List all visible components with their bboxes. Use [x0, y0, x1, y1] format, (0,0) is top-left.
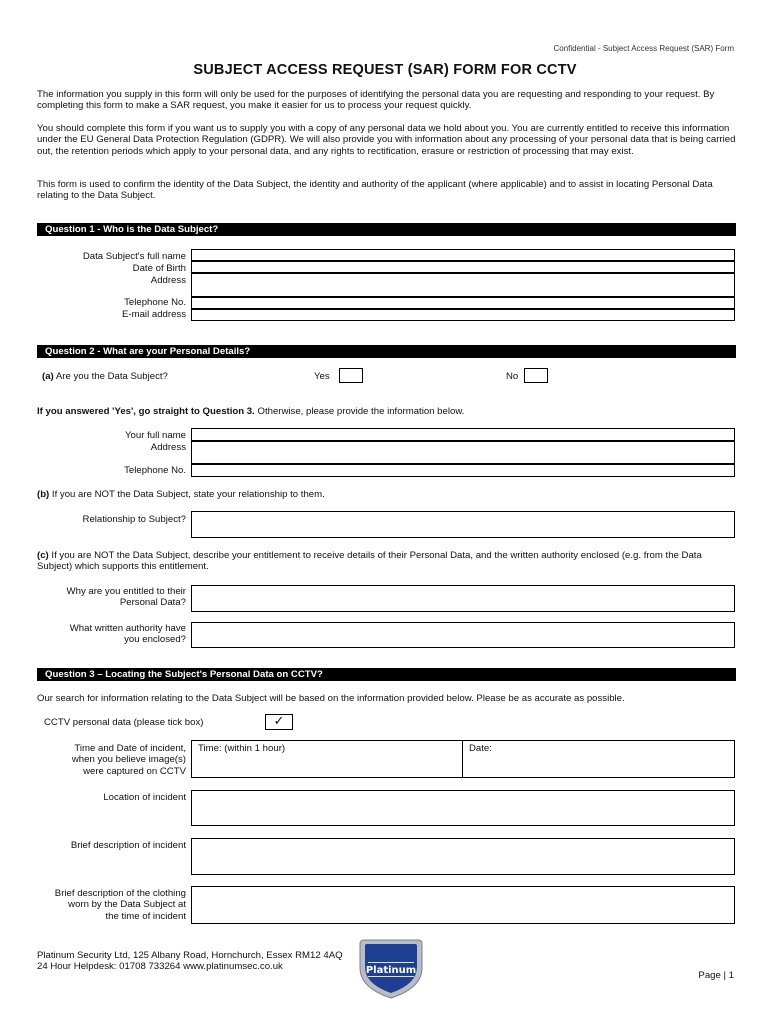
label-clothing-line-1: Brief description of the clothing	[54, 888, 186, 899]
question-3-heading: Question 3 – Locating the Subject's Personal Data on CCTV?	[37, 668, 736, 681]
footer-address	[37, 950, 343, 973]
label-telephone: Telephone No.	[124, 297, 186, 308]
location-field[interactable]	[191, 790, 735, 826]
label-your-address: Address	[150, 442, 186, 453]
your-full-name-field[interactable]	[191, 428, 735, 441]
label-your-telephone: Telephone No.	[124, 465, 186, 476]
question-2a-prefix: (a)	[42, 371, 54, 382]
label-clothing	[30, 888, 186, 922]
question-2a-text: Are you the Data Subject?	[55, 371, 168, 382]
date-field[interactable]	[462, 740, 735, 778]
page-title: SUBJECT ACCESS REQUEST (SAR) FORM FOR CCTV	[193, 62, 577, 78]
clothing-description-field[interactable]	[191, 886, 735, 924]
no-label: No	[506, 371, 519, 382]
time-field-caption: Time: (within 1 hour)	[198, 743, 286, 754]
date-field-caption: Date:	[469, 743, 492, 754]
time-field[interactable]	[191, 740, 464, 778]
cctv-tick-checkbox[interactable]: ✓	[265, 714, 293, 730]
yes-label: Yes	[314, 371, 330, 382]
footer-line-1: Platinum Security Ltd, 125 Albany Road, Hornchurch, Essex RM12 4AQ	[37, 950, 343, 961]
label-why-entitled-line-1: Why are you entitled to their	[66, 586, 186, 597]
logo-text: Platinum	[365, 965, 417, 976]
label-date-of-birth: Date of Birth	[132, 263, 186, 274]
question-2a	[42, 371, 168, 382]
label-written-authority-line-2: you enclosed?	[124, 634, 186, 646]
label-time-date-line-1: Time and Date of incident,	[74, 743, 186, 754]
label-time-date	[40, 743, 186, 777]
question-2c	[37, 550, 737, 573]
subject-full-name-field[interactable]	[191, 249, 735, 261]
question-2-heading: Question 2 - What are your Personal Details?	[37, 345, 736, 358]
question-2c-text: If you are NOT the Data Subject, describe your entitlement to receive details of their Personal Data, and the written authority enclosed (e.g. from the Data Subject) which supports this entitlement.	[37, 550, 702, 573]
question-2b-text: If you are NOT the Data Subject, state your relationship to them.	[51, 489, 325, 500]
label-address: Address	[150, 275, 186, 286]
label-incident-description: Brief description of incident	[70, 840, 186, 851]
intro-paragraph-1: The information you supply in this form will only be used for the purposes of identifying the personal data you are requesting and responding to your request. By completing this form to make a SAR request, you make it easier for us to process your request quickly.	[37, 89, 715, 112]
label-clothing-line-2: worn by the Data Subject at	[68, 899, 186, 911]
subject-email-field[interactable]	[191, 309, 735, 321]
subject-address-field[interactable]	[191, 273, 735, 297]
intro-paragraph-3: This form is used to confirm the identity of the Data Subject, the identity and authority of the applicant (where applicable) and to assist in locating Personal Data relating to the Data Subject.	[37, 179, 713, 202]
question-1-heading: Question 1 - Who is the Data Subject?	[37, 223, 736, 236]
label-why-entitled-line-2: Personal Data?	[119, 597, 186, 609]
label-written-authority	[40, 623, 186, 646]
question-2c-prefix: (c)	[37, 550, 49, 561]
label-subject-full-name: Data Subject's full name	[82, 251, 186, 262]
page-number: Page | 1	[698, 970, 734, 981]
instruction-rest: Otherwise, please provide the information below.	[254, 406, 465, 417]
label-email: E-mail address	[122, 309, 186, 320]
question-3-intro: Our search for information relating to the Data Subject will be based on the information provided below. Please be as accurate as possible.	[37, 693, 625, 704]
label-time-date-line-2: when you believe image(s)	[71, 754, 186, 766]
written-authority-field[interactable]	[191, 622, 735, 648]
question-2b	[37, 489, 325, 500]
instruction-bold: If you answered 'Yes', go straight to Question 3.	[37, 406, 255, 417]
label-location: Location of incident	[103, 792, 186, 803]
label-time-date-line-3: were captured on CCTV	[83, 765, 186, 777]
incident-description-field[interactable]	[191, 838, 735, 875]
footer-line-2: 24 Hour Helpdesk: 01708 733264 www.platinumsec.co.uk	[37, 961, 283, 973]
label-why-entitled	[40, 586, 186, 609]
your-telephone-field[interactable]	[191, 464, 735, 477]
yes-checkbox[interactable]	[339, 368, 363, 383]
platinum-logo	[356, 938, 426, 1000]
question-2-instruction	[37, 406, 464, 417]
cctv-tick-label: CCTV personal data (please tick box)	[44, 717, 204, 728]
question-2b-prefix: (b)	[37, 489, 50, 500]
label-your-full-name: Your full name	[125, 430, 186, 441]
intro-paragraph-2: You should complete this form if you want us to supply you with a copy of any personal data we hold about you. You are currently entitled to receive this information under the EU General Data Protection Regulation (GDPR). We will also provide you with information about any processing of your personal data that is being carried out, the retention periods which apply to your personal data, and any rights to rectification, erasure or restriction of processing that may exist.	[37, 123, 736, 157]
label-written-authority-line-1: What written authority have	[69, 623, 186, 634]
relationship-field[interactable]	[191, 511, 735, 538]
label-clothing-line-3: the time of incident	[105, 910, 186, 922]
subject-telephone-field[interactable]	[191, 297, 735, 309]
no-checkbox[interactable]	[524, 368, 548, 383]
your-address-field[interactable]	[191, 441, 735, 464]
date-of-birth-field[interactable]	[191, 261, 735, 273]
label-relationship: Relationship to Subject?	[82, 514, 186, 525]
confidential-note: Confidential - Subject Access Request (SAR) Form	[553, 44, 734, 53]
entitlement-field[interactable]	[191, 585, 735, 612]
